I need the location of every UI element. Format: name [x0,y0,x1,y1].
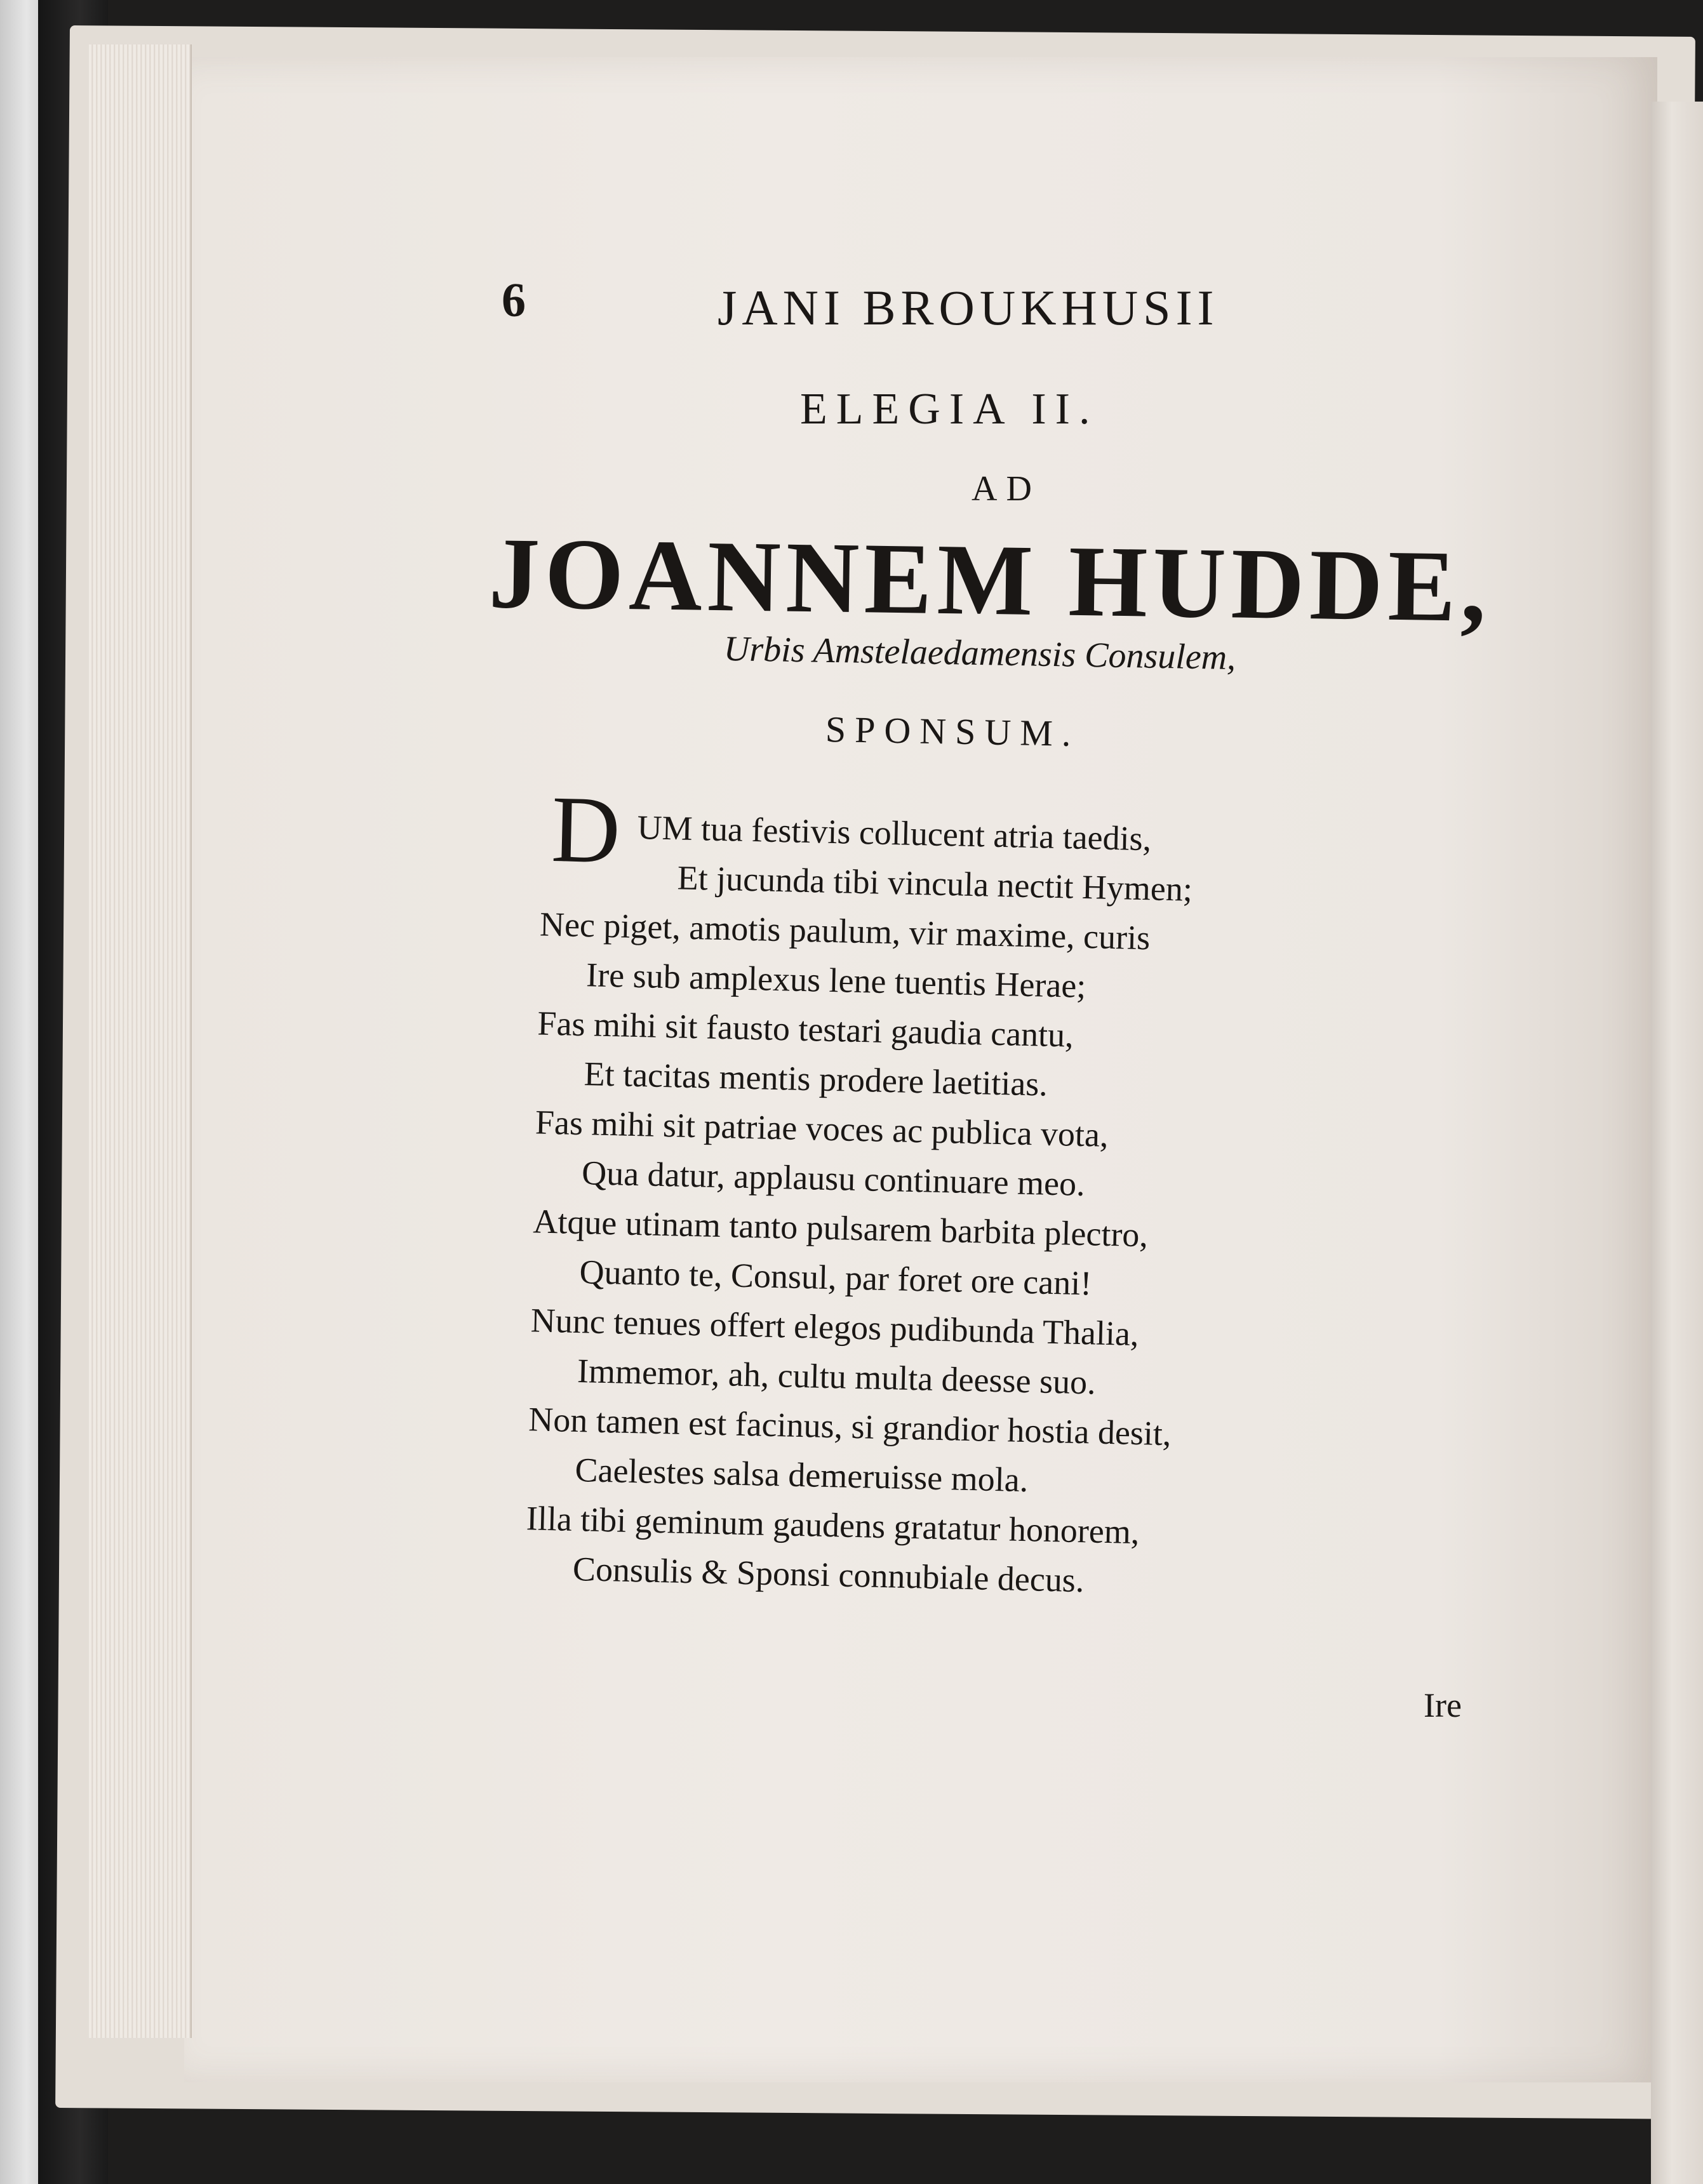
poem-line: Atque utinam tanto pulsarem barbita plectro, [532,1202,1149,1255]
poem-line: Immemor, ah, cultu multa deesse suo. [577,1352,1097,1402]
poem-heading: ELEGIA II. [800,385,1099,434]
poem-line: Fas mihi sit patriae voces ac publica vota, [535,1103,1109,1154]
addressee-role: SPONSUM. [825,709,1081,754]
poem-line: Caelestes salsa demeruisse mola. [574,1451,1029,1500]
poem-body [526,776,1352,1600]
running-head: JANI BROUKHUSII [718,280,1219,335]
poem-line: Ire sub amplexus lene tuentis Herae; [585,956,1087,1006]
poem-line: Qua datur, applausu continuare meo. [581,1154,1086,1204]
catchword: Ire [1424,1686,1462,1724]
poem-line: Et tacitas mentis prodere laetitias. [584,1055,1048,1103]
dedication-prefix: AD [972,469,1041,509]
poem-line: Consulis & Sponsi connubiale decus. [572,1549,1085,1600]
poem-line: Nunc tenues offert elegos pudibunda Thalia, [530,1301,1140,1354]
addressee-subtitle: Urbis Amstelaedamensis Consulem, [723,629,1236,678]
poem-line: Non tamen est facinus, si grandior hostia desit, [528,1400,1172,1453]
poem-line: Illa tibi geminum gaudens gratatur honorem, [526,1499,1140,1552]
page-number: 6 [502,274,526,327]
poem-line: Et jucunda tibi vincula nectit Hymen; [677,858,1193,909]
poem-line: Quanto te, Consul, par foret ore cani! [579,1253,1092,1303]
poem-line: UM tua festivis collucent atria taedis, [636,808,1152,858]
drop-cap: D [550,776,622,884]
poem-line: Fas mihi sit fausto testari gaudia cantu, [537,1004,1074,1055]
addressee-name: JOANNEM HUDDE, [488,516,1492,644]
poem-line: Nec piget, amotis paulum, vir maxime, curis [539,905,1151,957]
